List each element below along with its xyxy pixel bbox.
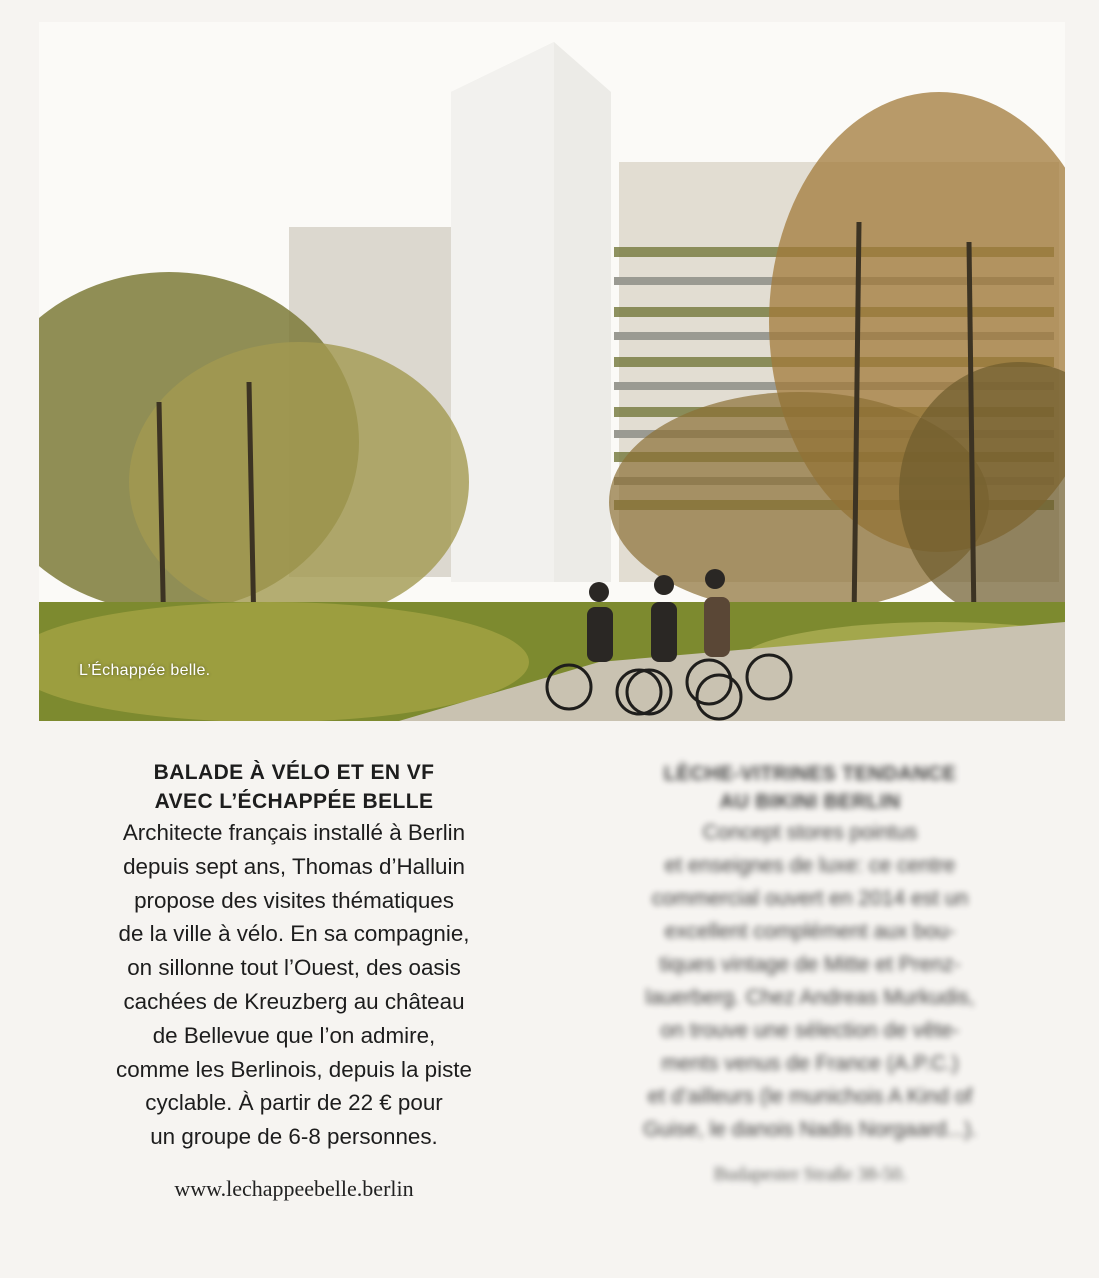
headline-line: BALADE À VÉLO ET EN VF [153, 761, 435, 784]
headline-line: AVEC L’ÉCHAPPÉE BELLE [154, 790, 434, 813]
body-line: propose des visites thématiques [134, 887, 454, 913]
website-link[interactable]: www.lechappeebelle.berlin [174, 1175, 414, 1201]
body-line: Architecte français installé à Berlin [122, 820, 466, 845]
body-line: cachées de Kreuzberg au château [123, 988, 465, 1014]
photo-caption: L’Échappée belle. [79, 662, 211, 679]
article-body [560, 816, 1060, 1146]
body-line: Concept stores pointus [702, 821, 918, 844]
body-line: et enseignes de luxe: ce centre [664, 854, 956, 877]
body-line: tiques vintage de Mitte et Prenz- [659, 953, 961, 976]
body-line: Guise, le danois Nadis Norgaard...). [643, 1118, 977, 1141]
article-headline [560, 760, 1060, 816]
body-line: lauerberg. Chez Andreas Murkudis, [645, 986, 975, 1009]
article-body [30, 816, 558, 1154]
photo-illustration [39, 22, 1065, 721]
berlin-cycling-photo [39, 22, 1065, 721]
body-line: ments venus de France (A.P.C.) [661, 1052, 959, 1075]
body-line: de Bellevue que l’on admire, [152, 1022, 436, 1048]
article-headline [30, 758, 558, 816]
body-line: et d’ailleurs (le munichois A Kind of [647, 1085, 973, 1108]
body-line: cyclable. À partir de 22 € pour [145, 1090, 443, 1116]
body-line: on sillonne tout l’Ouest, des oasis [127, 955, 461, 981]
headline-line: AU BIKINI BERLIN [719, 791, 901, 813]
body-line: commercial ouvert en 2014 est un [651, 887, 969, 910]
headline-line: LÈCHE-VITRINES TENDANCE [663, 763, 957, 785]
shopping-article-blurred [560, 760, 1060, 1186]
body-line: depuis sept ans, Thomas d’Halluin [123, 853, 465, 879]
body-line: comme les Berlinois, depuis la piste [116, 1056, 472, 1082]
store-address: Budapester Straße 38-50. [713, 1164, 907, 1185]
body-line: excellent complément aux bou- [664, 920, 956, 943]
cycling-tour-article [30, 758, 558, 1202]
body-line: on trouve une sélection de vête- [660, 1019, 960, 1042]
body-line: un groupe de 6-8 personnes. [150, 1124, 438, 1150]
body-line: de la ville à vélo. En sa compagnie, [118, 921, 470, 947]
